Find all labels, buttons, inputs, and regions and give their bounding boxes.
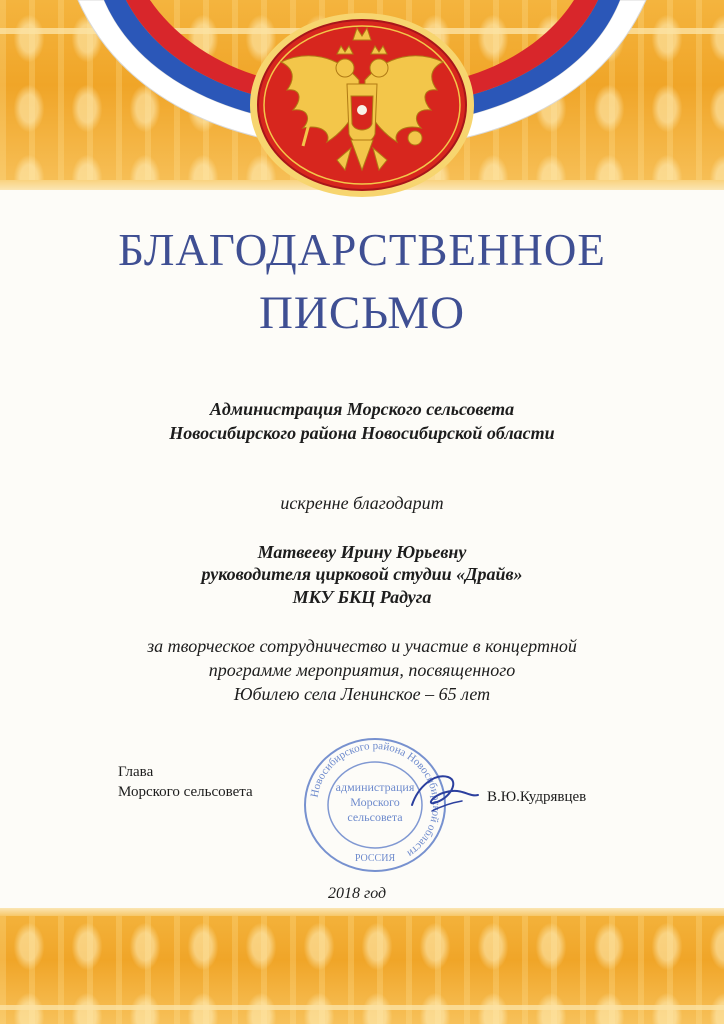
coat-of-arms-emblem	[247, 10, 477, 200]
issuer-line-1: Администрация Морского сельсовета	[209, 399, 515, 419]
title-line-1: БЛАГОДАРСТВЕННОЕ	[118, 225, 606, 275]
reason-line-3: Юбилею села Ленинское – 65 лет	[233, 684, 491, 704]
reason-line-1: за творческое сотрудничество и участие в концертной	[147, 636, 577, 656]
stamp-center-line-1: администрация	[335, 780, 415, 794]
stamp-center-line-2: Морского	[350, 795, 400, 809]
recipient-name: Матвееву Ирину Юрьевну	[257, 542, 467, 562]
title-line-2: ПИСЬМО	[258, 287, 466, 339]
recipient-position: руководителя цирковой студии «Драйв»	[201, 564, 523, 584]
signatory-title-line-2: Морского сельсовета	[118, 784, 253, 800]
reason-line-2: программе мероприятия, посвященного	[208, 660, 516, 680]
thanks-text: искренне благодарит	[280, 493, 444, 513]
recipient-organization: МКУ БКЦ Радуга	[292, 587, 432, 607]
stamp-ring-text: Новосибирского района Новосибирской области	[308, 739, 443, 860]
stamp-bottom-text: РОССИЯ	[354, 853, 396, 864]
handwritten-signature	[404, 767, 484, 817]
signatory-name: В.Ю.Кудрявцев	[487, 789, 587, 805]
signatory-title-line-1: Глава	[118, 764, 154, 780]
year-text: 2018 год	[328, 885, 387, 902]
bottom-ornament-band	[0, 908, 724, 1024]
issuer-line-2: Новосибирского района Новосибирской области	[169, 423, 555, 443]
stamp-center-line-3: сельсовета	[347, 810, 403, 824]
